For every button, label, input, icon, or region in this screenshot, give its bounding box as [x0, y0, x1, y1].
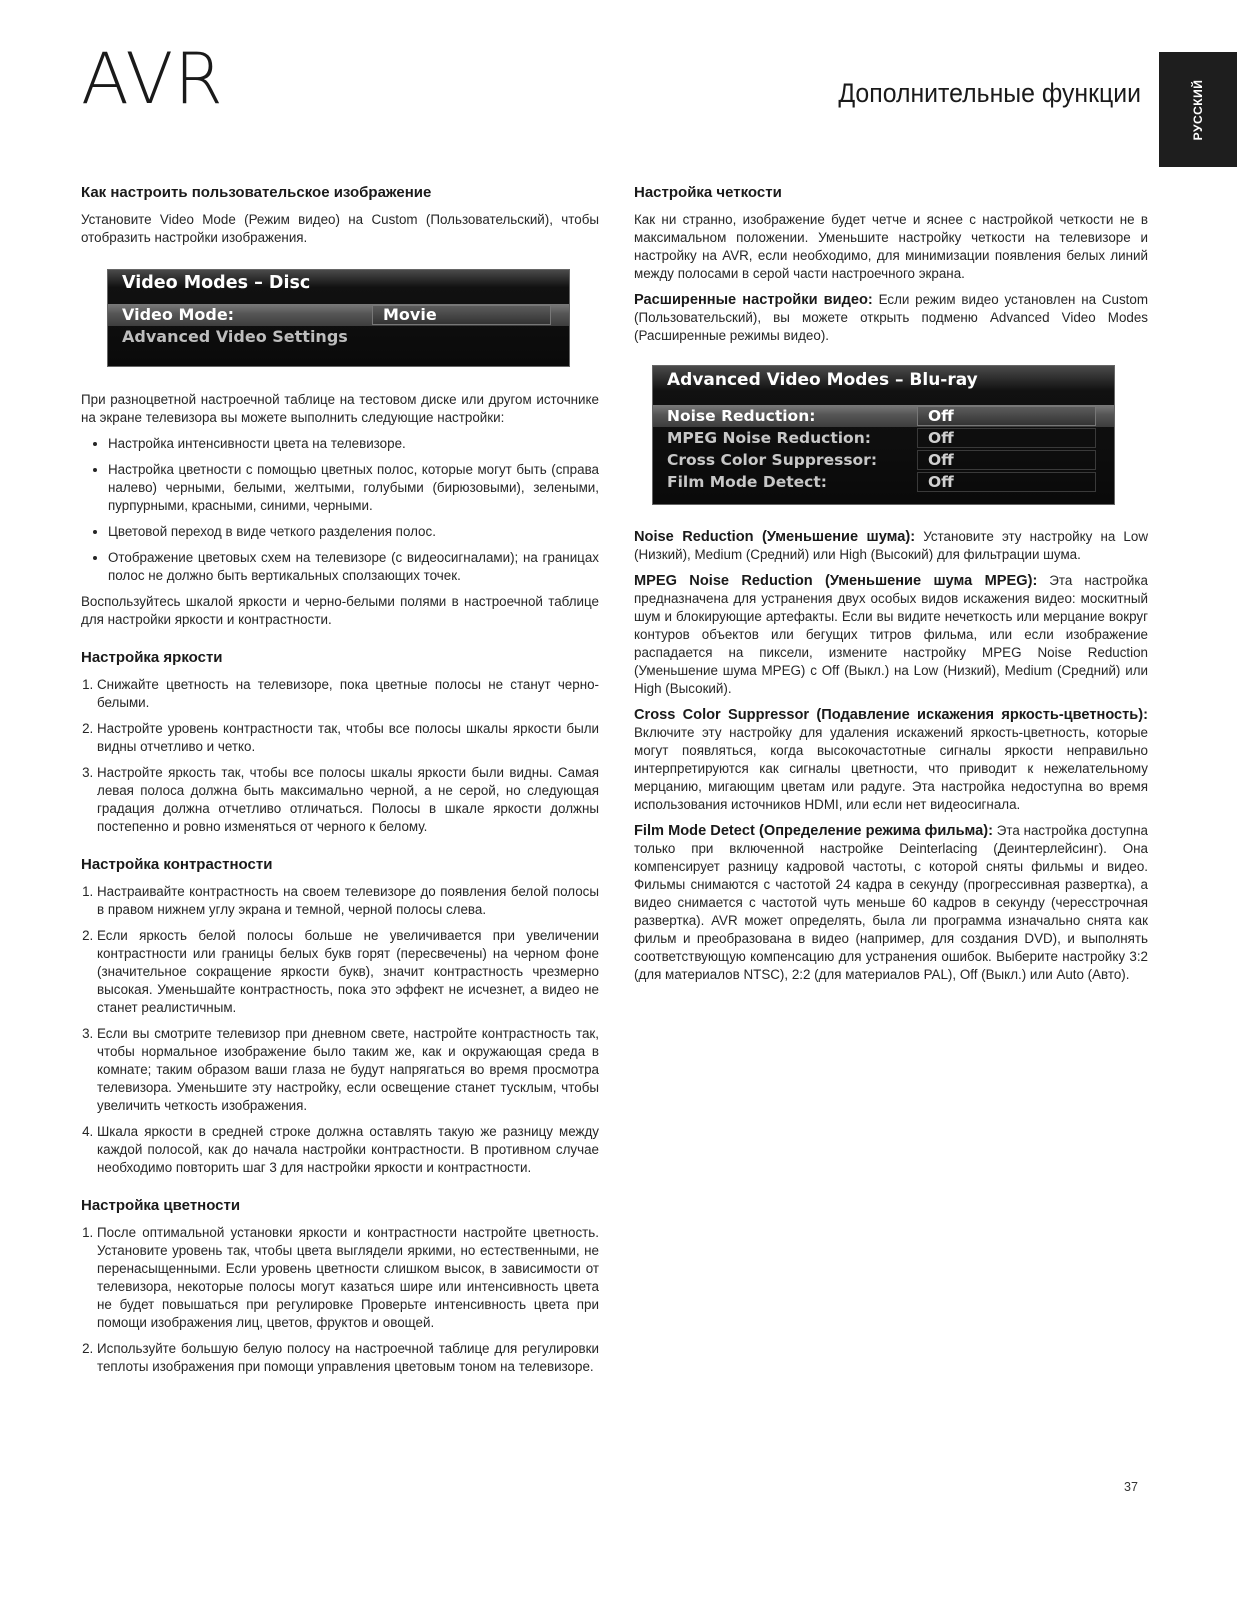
list-item: 1. После оптимальной установки яркости и контрастности настройте цветность. Установите уровень так, чтобы цвета выглядели яркими, но естественными, не перенасыщенными. Если уровень цветности слишком высок, в зависимости от телевизора, некоторые полосы могут казаться шире или интенсивность цвета не будет повышаться при регулировке Проверьте интенсивность цвета при помощи изображения лиц, цветов, фруктов и овощей.	[97, 1224, 599, 1332]
osd-blu-label: Cross Color Suppressor:	[667, 451, 878, 469]
osd-blu-row-film-mode	[653, 471, 1114, 493]
osd-blu-value: Off	[917, 406, 1096, 426]
lead-noise-reduction: Noise Reduction (Уменьшение шума):	[634, 529, 916, 545]
list-item: 1. Настраивайте контрастность на своем телевизоре до появления белой полосы в правом нижнем углу экрана и темной, черной полосы слева.	[97, 883, 599, 919]
list-item: 4. Шкала яркости в средней строке должна оставлять такую же разницу между каждой полосой, как до начала настройки контрастности. В противном случае необходимо повторить шаг 3 для настройки яркости и контрастности.	[97, 1123, 599, 1177]
osd-blu-label: MPEG Noise Reduction:	[667, 429, 871, 447]
osd-blu-label: Noise Reduction:	[667, 407, 816, 425]
text-advanced-settings: Если режим видео установлен на Custom (Пользовательский), вы можете открыть подменю Advanced Video Modes (Расширенные режимы видео).	[634, 292, 1148, 343]
osd-disc-value: Movie	[372, 305, 551, 325]
osd-blu-value: Off	[917, 450, 1096, 470]
osd-blu-label: Film Mode Detect:	[667, 473, 827, 491]
heading-contrast: Настройка контрастности	[81, 856, 273, 873]
list-item: 1. Снижайте цветность на телевизоре, пока цветные полосы не станут черно-белыми.	[97, 676, 599, 712]
paragraph-sharpness: Как ни странно, изображение будет четче и яснее с настройкой четкости не в максимальном положении. Уменьшите настройку четкости на телевизоре и настройку на AVR, если необходимо, для минимизации появления белых линий между полосами в серой части настроечного экрана.	[634, 212, 1148, 281]
text-mpeg-noise-reduction: Эта настройка предназначена для устранения двух особых видов искажения видео: москитный шум и блокирующие артефакты. Если вы видите нечеткость или мерцание вокруг контуров объектов или бегущих титров фильма, или если изображение распадается на пиксели, измените настройку MPEG Noise Reduction (Уменьшение шума MPEG) с Off (Выкл.) на Low (Низкий), Medium (Средний) или High (Высокий).	[634, 573, 1149, 696]
osd-blu-row-noise-reduction	[653, 405, 1114, 427]
page-title: Дополнительные функции	[838, 78, 1141, 108]
page-number: 37	[1124, 1480, 1138, 1494]
heading-custom-picture: Как настроить пользовательское изображение	[81, 184, 432, 201]
right-column	[634, 184, 1148, 992]
text-film-mode-detect: Эта настройка доступна только при включенной настройке Deinterlacing (Деинтерлейсинг). Она компенсирует разницу кадровой частоты, с которой сняты фильмы и видео. Фильмы снимаются с частотой 24 кадра в секунду (прогрессивная развертка), а видео снимается с частотой чуть меньше 60 кадров в секунду (чересстрочная развертка). AVR может определять, была ли программа изначально снята как фильм и преобразована в видео (например, для создания DVD), и выполнять соответствующую компенсацию для устранения ошибок. Выберите настройку 3:2 (для материалов NTSC), 2:2 (для материалов PAL), Off (Выкл.) или Auto (Авто).	[634, 823, 1148, 982]
paragraph-custom-picture: Установите Video Mode (Режим видео) на Custom (Пользовательский), чтобы отобразить настройки изображения.	[81, 212, 599, 245]
paragraph-brightness-scale: Воспользуйтесь шкалой яркости и черно-белыми полями в настроечной таблице для настройки яркости и контрастности.	[81, 594, 599, 627]
osd-video-modes-disc	[107, 269, 570, 367]
text-noise-reduction: Установите эту настройку на Low (Низкий), Medium (Средний) или High (Высокий) для фильтрации шума.	[634, 529, 1148, 562]
text-cross-color-suppressor: Включите эту настройку для удаления искажений яркость-цветность, которые могут появляться, когда высокочастотные сигналы яркости неправильно интерпретируются как сигналы цветности, что приводит к нежелательному мерцанию, мигающим цветам или радуге. Эта настройка недоступна во время использования источников HDMI, или если нет видеосигнала.	[634, 725, 1148, 812]
osd-blu-row-cross-color	[653, 449, 1114, 471]
paragraph-mpeg-noise-reduction	[634, 572, 1148, 698]
contrast-steps	[81, 883, 599, 1177]
list-item: 2. Используйте большую белую полосу на настроечной таблице для регулировки теплоты изображения при помощи управления цветовым тоном на телевизоре.	[97, 1340, 599, 1376]
osd-disc-label: Advanced Video Settings	[122, 327, 348, 346]
paragraph-advanced-settings	[634, 291, 1148, 345]
paragraph-test-pattern: При разноцветной настроечной таблице на тестовом диске или другом источнике на экране телевизора вы можете выполнить следующие настройки:	[81, 392, 599, 425]
bullet-list	[81, 435, 599, 585]
osd-disc-label: Video Mode:	[122, 305, 235, 324]
osd-advanced-video-modes	[652, 365, 1115, 505]
color-steps	[81, 1224, 599, 1376]
brightness-steps	[81, 676, 599, 836]
list-item: 3. Настройте яркость так, чтобы все полосы шкалы яркости были видны. Самая левая полоса должна быть максимально черной, а не серой, но следующая градация должна отчетливо отличаться. Полосы в шкале яркости должны постепенно и ровно изменяться от черного к белому.	[97, 764, 599, 836]
lead-advanced-settings: Расширенные настройки видео:	[634, 292, 873, 308]
heading-color: Настройка цветности	[81, 1197, 241, 1214]
osd-blu-title: Advanced Video Modes – Blu-ray	[667, 370, 978, 390]
osd-disc-row-video-mode	[108, 304, 569, 326]
list-item: • Настройка цветности с помощью цветных полос, которые могут быть (справа налево) черными, белыми, желтыми, голубыми (бирюзовыми), зелеными, пурпурными, красными, синими, черными.	[108, 461, 599, 515]
list-item: 2. Если яркость белой полосы больше не увеличивается при увеличении контрастности или границы белых букв горят (пересвечены) на черном фоне (значительное сокращение яркости букв), значит контрастность чрезмерно высокая. Уменьшайте контрастность, пока это эффект не исчезнет, а видео не станет реалистичным.	[97, 927, 599, 1017]
list-item: 3. Если вы смотрите телевизор при дневном свете, настройте контрастность так, чтобы нормальное изображение было таким же, как и окружающая среда в комнате; таким образом ваши глаза не будут напрягаться во время просмотра телевизора. Уменьшите эту настройку, если освещение станет тусклым, чтобы увеличить четкость изображения.	[97, 1025, 599, 1115]
list-item: • Цветовой переход в виде четкого разделения полос.	[108, 523, 599, 541]
osd-disc-row-advanced	[108, 326, 569, 348]
avr-logo: AVR	[81, 38, 224, 120]
heading-brightness: Настройка яркости	[81, 649, 223, 666]
osd-blu-value: Off	[917, 428, 1096, 448]
osd-disc-title: Video Modes – Disc	[122, 273, 311, 293]
paragraph-film-mode-detect	[634, 822, 1148, 984]
lead-film-mode-detect: Film Mode Detect (Определение режима фильма):	[634, 823, 993, 839]
paragraph-noise-reduction	[634, 528, 1148, 564]
heading-sharpness: Настройка четкости	[634, 184, 782, 201]
list-item: • Отображение цветовых схем на телевизоре (с видеосигналами); на границах полос не должно быть вертикальных сползающих точек.	[108, 549, 599, 585]
language-tab-label: РУССКИЙ	[1191, 79, 1205, 140]
list-item: • Настройка интенсивности цвета на телевизоре.	[108, 435, 599, 453]
osd-blu-value: Off	[917, 472, 1096, 492]
lead-cross-color-suppressor: Cross Color Suppressor (Подавление искажения яркость-цветность):	[634, 707, 1148, 723]
language-tab	[1159, 52, 1237, 167]
list-item: 2. Настройте уровень контрастности так, чтобы все полосы шкалы яркости были видны отчетливо и четко.	[97, 720, 599, 756]
left-column	[81, 184, 599, 1384]
osd-blu-row-mpeg-noise-reduction	[653, 427, 1114, 449]
paragraph-cross-color-suppressor	[634, 706, 1148, 814]
lead-mpeg-noise-reduction: MPEG Noise Reduction (Уменьшение шума MPEG):	[634, 573, 1038, 589]
